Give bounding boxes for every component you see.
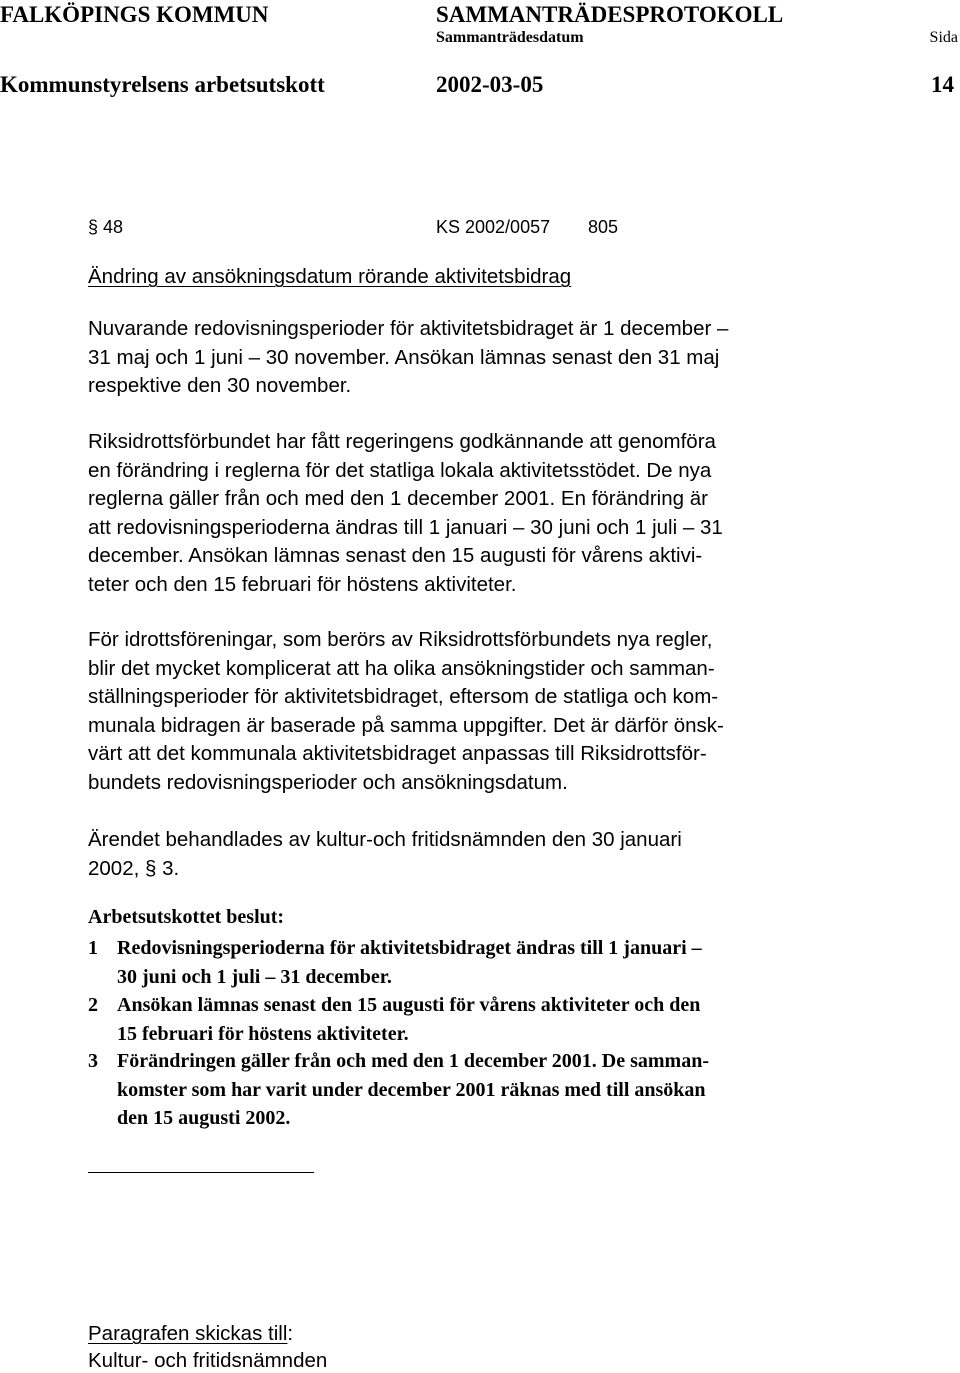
page-label: Sida	[929, 29, 958, 46]
text-line: Riksidrottsförbundet har fått regeringens godkännande att genomföra	[88, 430, 716, 453]
case-number: KS 2002/0057	[436, 217, 551, 237]
text-line: komster som har varit under december 2001 räknas med till ansökan	[117, 1078, 706, 1101]
case-title: Ändring av ansökningsdatum rörande aktivitetsbidrag	[88, 265, 572, 288]
distribution-recipient: Kultur- och fritidsnämnden	[88, 1349, 328, 1372]
text-line: Ansökan lämnas senast den 15 augusti för vårens aktiviteter och den	[117, 994, 701, 1016]
body-paragraph-4	[88, 826, 848, 883]
text-line: 2002, § 3.	[88, 856, 180, 880]
text-line: munala bidragen är baserade på samma uppgifter. Det är därför önsk-	[88, 713, 724, 737]
separator-rule	[88, 1172, 314, 1173]
text-line: teter och den 15 februari för höstens aktiviteter.	[88, 572, 517, 596]
paragraph-number: § 48	[88, 217, 124, 237]
committee-name: Kommunstyrelsens arbetsutskott	[0, 72, 325, 97]
text-line: den 15 augusti 2002.	[117, 1107, 291, 1129]
distribution-heading	[88, 1322, 293, 1346]
decision-item-text	[117, 991, 700, 1048]
body-paragraph-1	[88, 315, 848, 401]
decision-item-text	[117, 1047, 709, 1133]
text-line: bundets redovisningsperioder och ansökningsdatum.	[88, 770, 568, 794]
meeting-date-label: Sammanträdesdatum	[436, 29, 584, 46]
text-line: 31 maj och 1 juni – 30 november. Ansökan lämnas senast den 31 maj	[88, 345, 720, 369]
body-paragraph-2	[88, 428, 848, 600]
protocol-title: SAMMANTRÄDESPROTOKOLL	[436, 2, 784, 27]
text-line: Nuvarande redovisningsperioder för aktivitetsbidraget är 1 december –	[88, 317, 729, 340]
meeting-date: 2002-03-05	[436, 72, 544, 97]
text-line: 15 februari för höstens aktiviteter.	[117, 1022, 409, 1045]
text-line: respektive den 30 november.	[88, 374, 352, 398]
body-paragraph-3	[88, 626, 848, 798]
decision-item-text	[117, 934, 702, 991]
text-line: Förändringen gäller från och med den 1 december 2001. De samman-	[117, 1050, 709, 1072]
decision-item-number: 2	[88, 994, 98, 1016]
text-line: ställningsperioder för aktivitetsbidraget, eftersom de statliga och kom-	[88, 685, 719, 709]
decision-item-number: 1	[88, 937, 98, 959]
decision-title: Arbetsutskottet beslut:	[88, 906, 285, 928]
page-number: 14	[931, 72, 954, 97]
text-line: För idrottsföreningar, som berörs av Riksidrottsförbundets nya regler,	[88, 628, 713, 651]
text-line: att redovisningsperioderna ändras till 1 januari – 30 juni och 1 juli – 31	[88, 515, 723, 539]
decision-item-number: 3	[88, 1050, 98, 1072]
text-line: Ärendet behandlades av kultur-och fritidsnämnden den 30 januari	[88, 828, 682, 851]
text-line: 30 juni och 1 juli – 31 december.	[117, 965, 392, 988]
text-line: en förändring i reglerna för det statliga lokala aktivitetsstödet. De nya	[88, 458, 712, 482]
case-code: 805	[588, 217, 619, 237]
text-line: Redovisningsperioderna för aktivitetsbidraget ändras till 1 januari –	[117, 937, 702, 959]
text-line: reglerna gäller från och med den 1 december 2001. En förändring är	[88, 487, 708, 511]
text-line: december. Ansökan lämnas senast den 15 augusti för vårens aktivi-	[88, 544, 703, 568]
municipality-name: FALKÖPINGS KOMMUN	[0, 2, 269, 27]
text-line: blir det mycket komplicerat att ha olika ansökningstider och samman-	[88, 656, 715, 680]
distribution-colon: :	[287, 1322, 294, 1345]
text-line: värt att det kommunala aktivitetsbidraget anpassas till Riksidrottsför-	[88, 742, 707, 766]
distribution-label: Paragrafen skickas till	[88, 1322, 288, 1345]
